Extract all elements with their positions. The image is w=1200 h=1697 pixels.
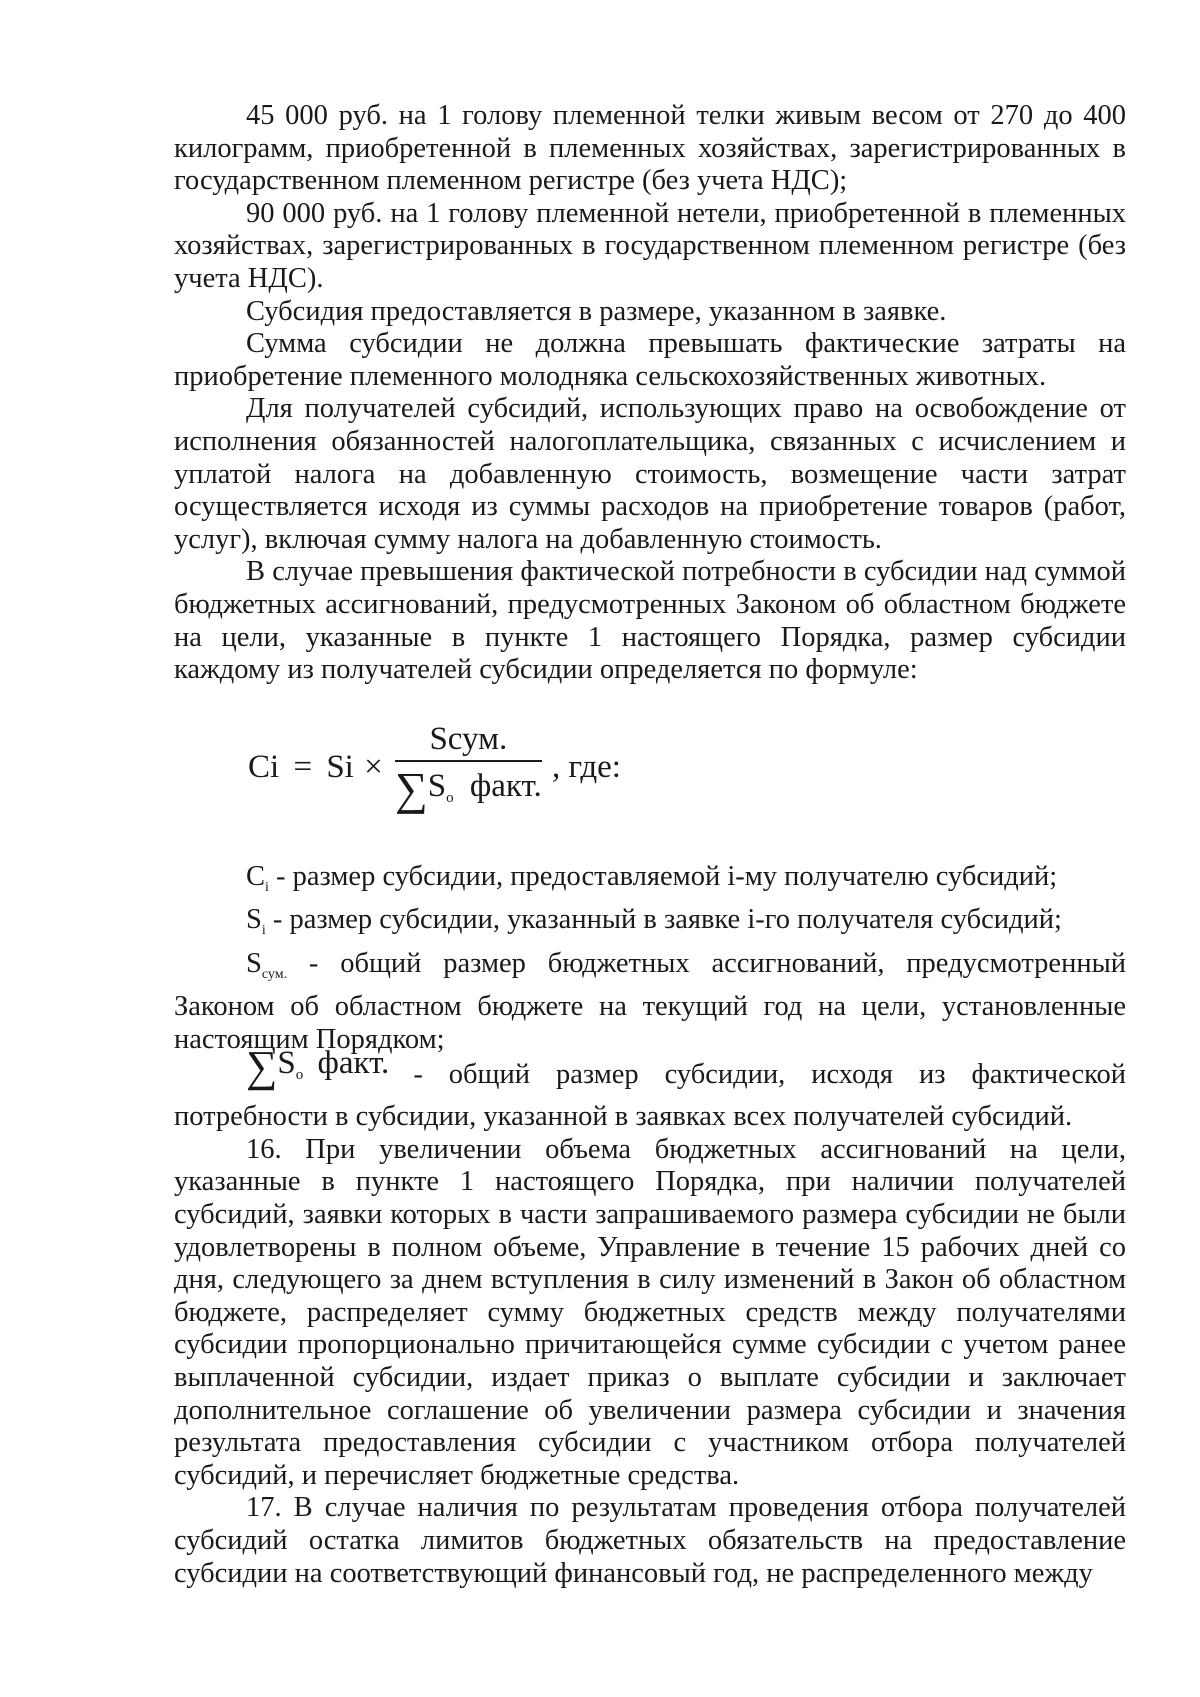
formula-denominator (395, 762, 542, 812)
sum-s: S (277, 1044, 296, 1081)
formula-den-text: факт. (469, 767, 542, 804)
formula-equals: = (293, 748, 313, 785)
paragraph-subsidy-limit: Сумма субсидии не должна превышать фактические затраты на приобретение племенного молодняка сельскохозяйственных животных. (174, 328, 1126, 392)
ci-sub: i (265, 879, 269, 895)
sum-text: - общий размер субсидии, исходя из фактической потребности в субсидии, указанной в заявках всех получателей субсидий. (174, 1058, 1126, 1133)
paragraph-cow-rate: 90 000 руб. на 1 голову племенной нетели, приобретенной в племенных хозяйствах, зарегистрированных в государственном племенном регистре (без учета НДС). (174, 197, 1126, 294)
paragraph-vat-exemption: Для получателей субсидий, использующих право на освобождение от исполнения обязанностей налогоплательщика, связанных с исчислением и уплатой налога на добавленную стоимость, возмещение части затрат осуществляется исходя из суммы расходов на приобретение товаров (работ, услуг), включая сумму налога на добавленную стоимость. (174, 393, 1126, 555)
subsidy-formula (248, 720, 621, 814)
definition-ssum (174, 948, 1126, 1057)
paragraph-16: 16. При увеличении объема бюджетных ассигнований на цели, указанные в пункте 1 настоящего Порядка, при наличии получателей субсидий, заявки которых в части запрашиваемого размера субсидии не были удовлетворены в полном объеме, Управление в течение 15 рабочих дней со дня, следующего за днем вступления в силу изменений в Закон об областном бюджете, распределяет сумму бюджетных средств между получателями субсидии пропорционально причитающейся сумме субсидии с учетом ранее выплаченной субсидии, издает приказ о выплате субсидии и заключает дополнительное соглашение об увеличении размера субсидии и значения результата предоставления субсидии с участником отбора получателей субсидий, и перечисляет бюджетные средства. (174, 1133, 1126, 1491)
ssum-sub: сум. (261, 966, 288, 982)
si-symbol: S (246, 904, 262, 936)
formula-den-s: S (427, 767, 447, 804)
ci-text: - размер субсидии, предоставляемой i-му получателю субсидий; (268, 860, 1058, 892)
definition-ci (174, 861, 1126, 905)
formula-suffix: , где: (551, 748, 621, 785)
sigma-symbol: ∑ (394, 762, 428, 814)
formula-lhs: Ci (248, 748, 280, 785)
sum-fakt: факт. (317, 1044, 390, 1081)
definition-si (174, 904, 1126, 948)
paragraph-subsidy-amount: Субсидия предоставляется в размере, указанном в заявке. (246, 295, 947, 327)
si-text: - размер субсидии, указанный в заявке i-го получателя субсидий; (265, 904, 1062, 936)
formula-den-sub: o (446, 789, 454, 806)
sum-expression (246, 1041, 390, 1092)
sum-sigma-symbol: ∑ (246, 1041, 278, 1091)
ci-symbol: C (246, 860, 266, 892)
formula-si: Si (326, 748, 354, 785)
formula-times: × (364, 748, 383, 785)
ssum-symbol: S (246, 947, 262, 979)
ssum-text: - общий размер бюджетных ассигнований, предусмотренный Законом об областном бюджете на текущий год на цели, установленные настоящим Порядком; (174, 947, 1126, 1056)
paragraph-17: 17. В случае наличия по результатам проведения отбора получателей субсидий остатка лимитов бюджетных обязательств на предоставление субсидии на соответствующий финансовый год, не распределенного между (174, 1492, 1126, 1589)
sum-sub: o (295, 1066, 304, 1083)
paragraph-excess-demand: В случае превышения фактической потребности в субсидии над суммой бюджетных ассигнований, предусмотренных Законом об областном бюджете на цели, указанные в пункте 1 настоящего Порядка, размер субсидии каждому из получателей субсидии определяется по формуле: (174, 556, 1126, 686)
document-body (174, 100, 1126, 1590)
formula-numerator: Sсум. (395, 723, 542, 762)
definition-sum (174, 1041, 1126, 1134)
si-sub: i (261, 923, 266, 939)
paragraph-heifer-rate: 45 000 руб. на 1 голову племенной телки живым весом от 270 до 400 килограмм, приобретенной в племенных хозяйствах, зарегистрированных в государственном племенном регистре (без учета НДС); (174, 100, 1126, 197)
formula-fraction (394, 720, 542, 814)
formula-block (174, 687, 1126, 861)
